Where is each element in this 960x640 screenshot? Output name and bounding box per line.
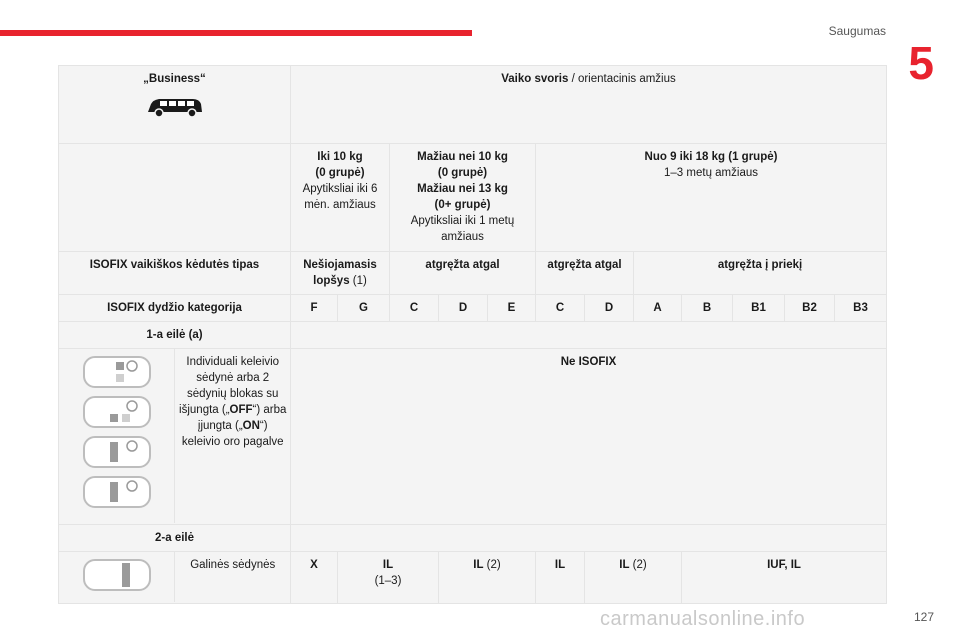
size-cell: E (488, 294, 536, 321)
il-sub: (1–3) (374, 575, 402, 588)
group0plus-age: Apytiksliai iki 1 metų amžiaus (410, 215, 515, 244)
group1-age: 1–3 metų amžiaus (664, 167, 758, 180)
header-red-bar (0, 30, 472, 36)
page-number: 127 (913, 610, 934, 624)
group0-title: Iki 10 kg (0 grupė) (315, 151, 365, 180)
size-cell: B (682, 294, 733, 321)
il-main: IL (382, 559, 394, 572)
size-cell: A (634, 294, 682, 321)
row2-seat-desc: Galinės sėdynės (174, 552, 290, 602)
row1-label: 1-a eilė (a) (59, 321, 291, 348)
row2-value-il2 (439, 552, 536, 604)
row2-label: 2-a eilė (59, 524, 291, 551)
seat-layout-icon (82, 558, 152, 592)
row1-value: Ne ISOFIX (291, 348, 887, 524)
empty-cell (291, 524, 887, 551)
rear-facing-1: atgręžta atgal (390, 251, 536, 294)
type-row-label: ISOFIX vaikiškos kėdutės tipas (59, 251, 291, 294)
il2-note: (2) (483, 559, 501, 572)
group0plus-title2: Mažiau nei 13 kg (0+ grupė) (417, 183, 508, 212)
row2-header (59, 524, 887, 551)
row2-data (59, 552, 887, 604)
seat-layout-icon (82, 395, 152, 429)
row2-value-il (338, 552, 439, 604)
size-cell: D (585, 294, 634, 321)
row1-seat-cell (59, 348, 291, 524)
size-row-label: ISOFIX dydžio kategorija (59, 294, 291, 321)
size-cell: D (439, 294, 488, 321)
seat-desc-part2: “) arba įjungta („ (197, 404, 287, 433)
seat-layout-icons (59, 349, 174, 523)
group1-title: Nuo 9 iki 18 kg (1 grupė) (644, 151, 778, 163)
group0plus-cell (390, 144, 536, 252)
weight-header-cell (291, 66, 887, 144)
size-row (59, 294, 887, 321)
row1-data (59, 348, 887, 524)
size-cell: B3 (835, 294, 887, 321)
weight-label-rest: / orientacinis amžius (568, 73, 676, 85)
chapter-number: 5 (908, 37, 934, 89)
carrycot-label: Nešiojamasis lopšys (303, 258, 377, 287)
group1-cell (536, 144, 887, 252)
watermark: carmanualsonline.info (600, 608, 806, 630)
table-header-row (59, 66, 887, 144)
type-row (59, 251, 887, 294)
group0-age: Apytiksliai iki 6 mėn. amžiaus (302, 183, 378, 212)
group-row (59, 144, 887, 252)
business-cell (59, 66, 291, 144)
size-cell: B1 (733, 294, 785, 321)
rear-facing-2: atgręžta atgal (536, 251, 634, 294)
row2-value-iuf: IUF, IL (682, 552, 887, 604)
carrycot-note: (1) (349, 274, 367, 287)
van-icon (145, 95, 205, 119)
row2-value-il3: IL (536, 552, 585, 604)
row2-value-x: X (291, 552, 338, 604)
seat-desc-part1: Individuali keleivio sėdynė arba 2 sėdynių blokas su išjungta („ (179, 355, 280, 417)
airbag-on: ON (242, 420, 260, 433)
size-cell: G (338, 294, 390, 321)
il4-main: IL (619, 559, 630, 572)
seat-layout-icon (82, 475, 152, 509)
il2-main: IL (473, 559, 484, 572)
forward-facing: atgręžta į priekį (634, 251, 887, 294)
row2-value-il4 (585, 552, 682, 604)
seat-layout-icon (82, 435, 152, 469)
seat-layout-icons (59, 552, 174, 602)
row2-seat-cell (59, 552, 291, 604)
weight-label: Vaiko svoris (501, 73, 569, 85)
carrycot-cell (291, 251, 390, 294)
empty-cell (59, 144, 291, 252)
size-cell: B2 (785, 294, 835, 321)
business-label: „Business“ (143, 73, 206, 85)
seat-desc-part3: “) keleivio oro pagalve (181, 420, 284, 449)
size-cell: C (390, 294, 439, 321)
seat-layout-icon (82, 355, 152, 389)
size-cell: C (536, 294, 585, 321)
row1-seat-desc (174, 349, 290, 523)
section-title: Saugumas (828, 24, 886, 38)
empty-cell (291, 321, 887, 348)
group0-cell (291, 144, 390, 252)
il4-note: (2) (629, 559, 647, 572)
group0plus-title1: Mažiau nei 10 kg (0 grupė) (417, 151, 508, 180)
size-cell: F (291, 294, 338, 321)
isofix-table (58, 65, 887, 604)
airbag-off: OFF (229, 404, 253, 417)
row1-header (59, 321, 887, 348)
